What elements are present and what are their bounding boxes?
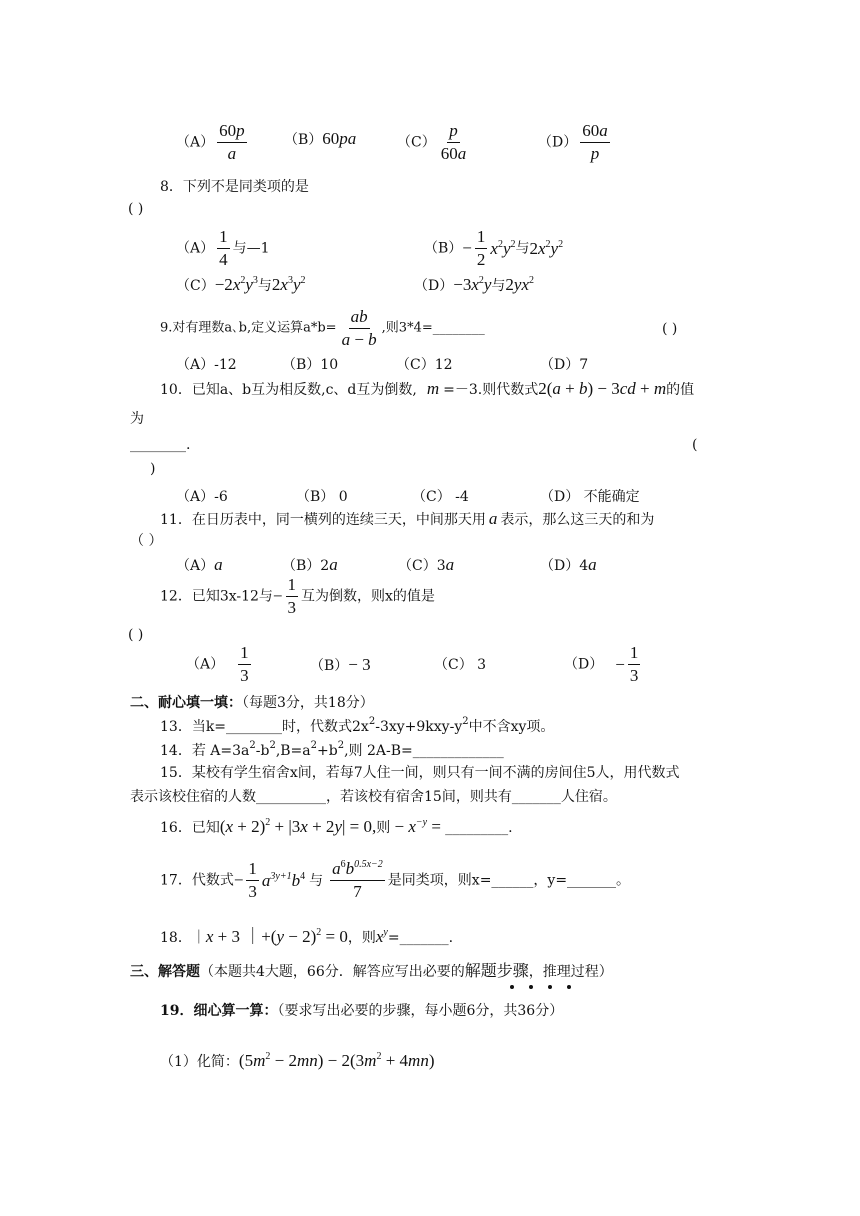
emphasis-dot xyxy=(529,985,533,989)
q11-option-b: （B）2a xyxy=(282,555,338,574)
q9-option-a: （A）-12 xyxy=(176,357,237,373)
q15-line1: 15．某校有学生宿舍x间，若每7人住一间，则只有一间不满的房间住5人，用代数式 xyxy=(160,765,680,781)
q8-option-c: $(C)-2x^2y^3$与$2x^3y^2$ xyxy=(176,275,306,294)
q19-heading: 19．细心算一算：（要求写出必要的步骤，每小题6分，共36分） xyxy=(160,1003,564,1019)
q9-option-d: （D）7 xyxy=(540,357,589,373)
q10-paren-left: ( xyxy=(692,437,698,453)
q7-option-a: （A） $\frac{60p}{a}$ xyxy=(176,121,245,163)
q9-answer-paren: ( ) xyxy=(662,321,678,337)
q11-option-a: （A）a xyxy=(176,555,223,574)
q17: 17．代数式− $\frac{1}{3}$ $a^{3y+1}b^4$ 与 $\frac{a^6b^{0.5x-2}}{7}$ 是同类项，则x=______，y=_______。 xyxy=(160,859,631,901)
q12-option-b: （B）− 3 xyxy=(310,655,371,674)
q10-blank: ________. xyxy=(130,437,191,453)
q8-answer-paren: ( ) xyxy=(128,201,144,217)
q9-option-c: （C）12 xyxy=(396,357,453,373)
q7-option-c: （C） $\frac{p}{60a}$ xyxy=(397,121,467,163)
q7-option-b: （B）60pa xyxy=(284,129,357,148)
q12-option-c: （C） 3 xyxy=(434,657,487,673)
section3-heading: 三、解答题（本题共4大题，66分．解答应写出必要的解题步骤，推理过程） xyxy=(130,961,613,980)
emphasis-dot xyxy=(548,985,552,989)
q14: 14．若 $A=3a^2-b^2,B=a^2+b^2$,则 2A-B=_____________ xyxy=(160,740,504,759)
q8-option-a: （A） $\frac{1}{4}$ 与—1 xyxy=(176,227,270,269)
q10-wei: 为 xyxy=(130,411,144,427)
q10-paren-right: ) xyxy=(150,461,156,477)
q18: 18．｜x + 3 ｜+(y − 2)$^2$ = 0，则$x^y=\_\_\_\_\_\_\_$. xyxy=(160,927,454,946)
q10-stem: 10．已知a、b互为相反数,c、d互为倒数, m =－3.则代数式2(a + b) − 3cd + m的值 xyxy=(160,379,695,398)
q11-option-c: （C）3a xyxy=(398,555,455,574)
emphasis-dot xyxy=(567,985,571,989)
q19-part1: （1）化简：$(5m^2 - 2mn) - 2(3m^2 + 4mn)$ xyxy=(160,1051,435,1070)
q12-option-d: （D） − $\frac{1}{3}$ xyxy=(564,643,639,685)
q11-option-d: （D）4a xyxy=(540,555,597,574)
q10-option-c: （C） -4 xyxy=(412,489,469,505)
q8-option-d: $(D)-3x^2y$与$2yx^2$ xyxy=(414,275,535,294)
q9-stem: 9.对有理数a､b,定义运算a*b= $\frac{ab}{a - b}$ ,则3*4=________ xyxy=(160,307,485,349)
emphasis-dot xyxy=(510,985,514,989)
q8-option-b: （B）− $\frac{1}{2}$ $x^2y^2$与$2x^2y^2$ xyxy=(424,227,564,269)
q11-answer-paren: （ ） xyxy=(130,533,163,549)
section2-heading: 二、耐心填一填：（每题3分，共18分） xyxy=(130,695,374,711)
q10-option-d: （D） 不能确定 xyxy=(540,489,640,505)
q13: 13．当k=________时，代数式$2x^2-3xy+9kxy-y^2$中不含xy项。 xyxy=(160,716,555,735)
q12-option-a: （A） $\frac{1}{3}$ xyxy=(186,643,249,685)
q15-line2: 表示该校住宿的人数__________，若该校有宿舍15间，则共有_______人住宿。 xyxy=(130,789,617,805)
q9-option-b: （B）10 xyxy=(282,357,339,373)
q10-option-b: （B） 0 xyxy=(296,489,348,505)
q7-option-d: （D） $\frac{60a}{p}$ xyxy=(538,121,608,163)
q10-option-a: （A）-6 xyxy=(176,489,228,505)
q12-stem: 12．已知3x-12与− $\frac{1}{3}$ 互为倒数，则x的值是 xyxy=(160,575,435,617)
q8-stem: 8．下列不是同类项的是 xyxy=(160,179,309,195)
q16: 16．已知$(x + 2)^2 + |3x + 2y| = 0$,则 − $x^{-y}$ = _________. xyxy=(160,817,513,836)
q11-stem: 11．在日历表中，同一横列的连续三天，中间那天用 a 表示，那么这三天的和为 xyxy=(160,509,655,528)
q12-answer-paren: ( ) xyxy=(128,627,144,643)
